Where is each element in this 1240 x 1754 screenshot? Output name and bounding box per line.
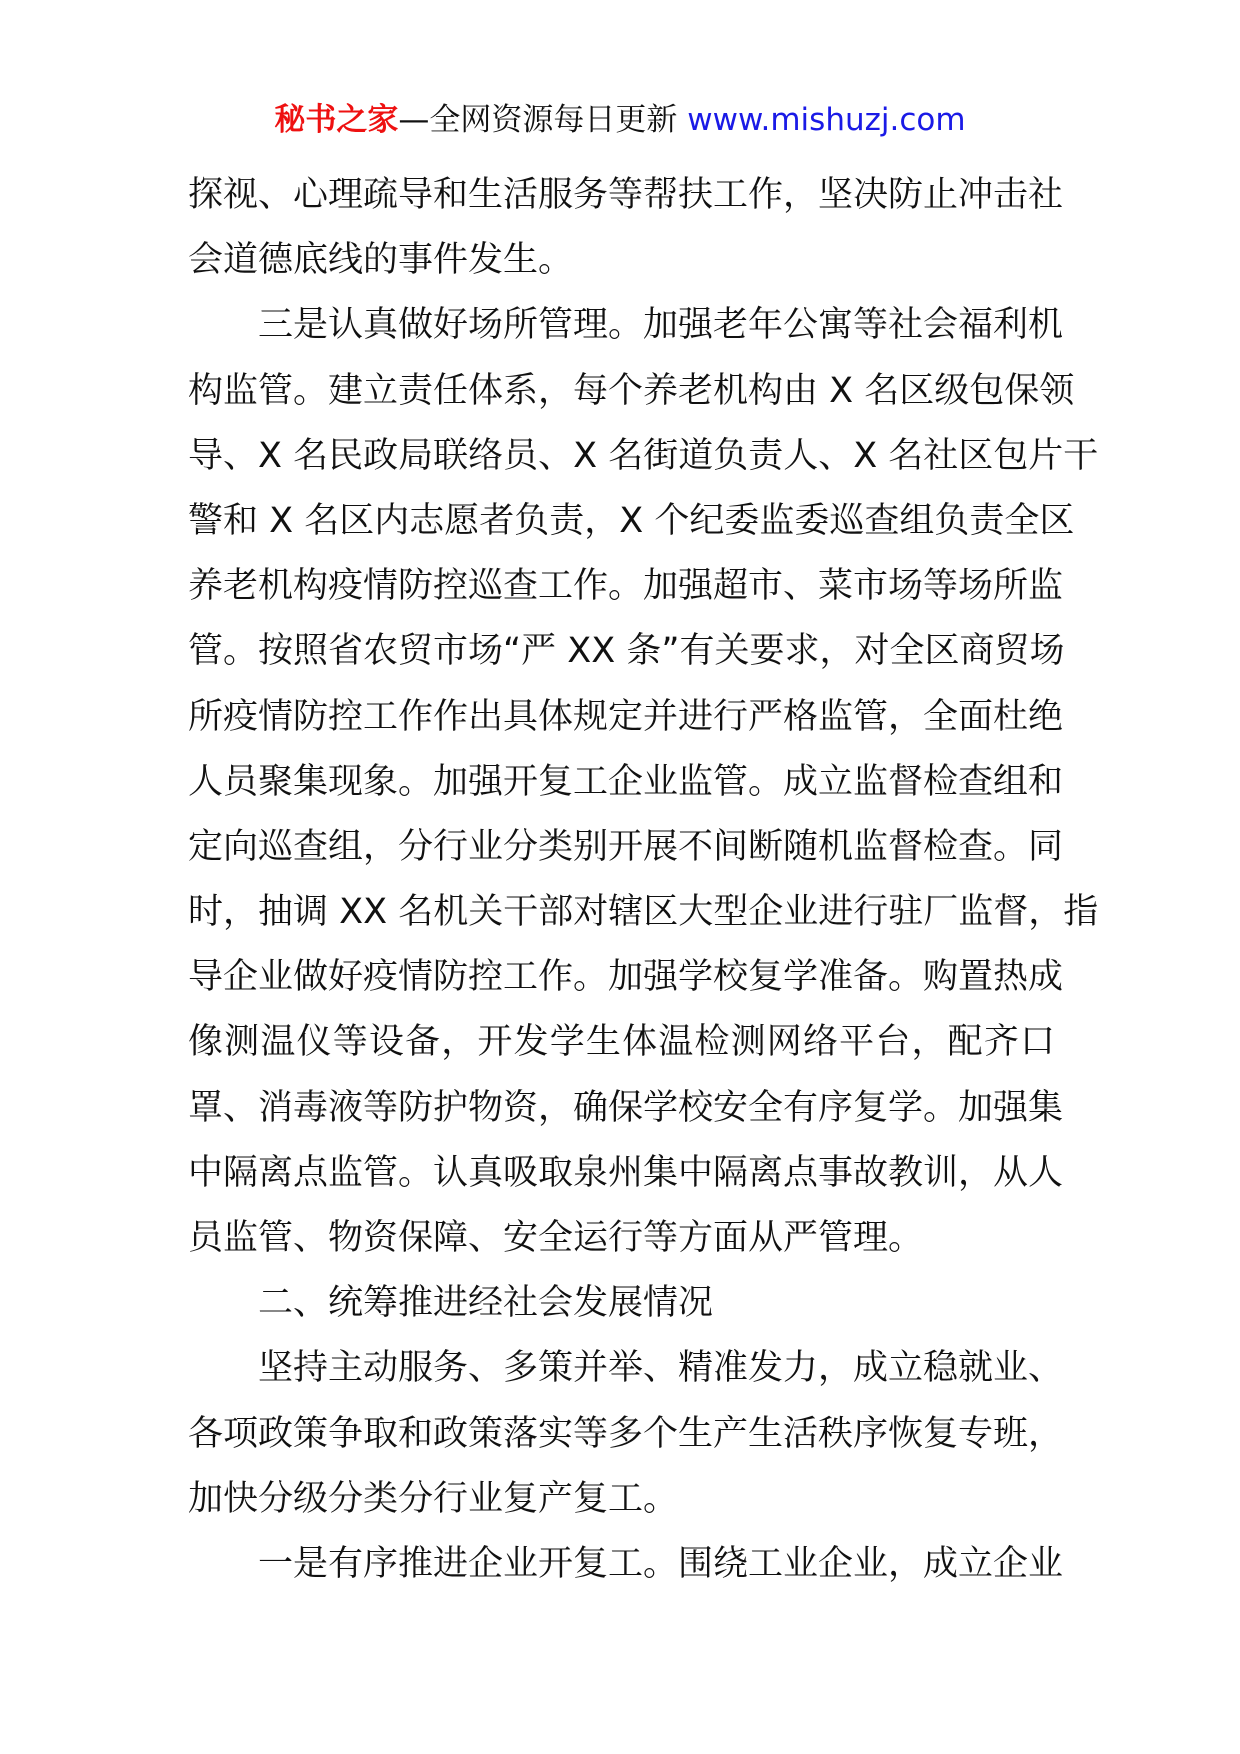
text-line: 加快分级分类分行业复产复工。 [188,1478,679,1519]
text-line: 像测温仪等设备，开发学生体温检测网络平台，配齐口 [188,1022,1055,1063]
text-line: 会道德底线的事件发生。 [188,240,574,281]
site-url-link[interactable]: www.mishuzj.com [687,102,966,138]
text-line: 管。按照省农贸市场“严 XX 条”有关要求，对全区商贸场 [188,631,1065,672]
text-line: 定向巡查组，分行业分类别开展不间断随机监督检查。同 [188,826,1064,867]
text-line: 人员聚集现象。加强开复工企业监管。成立监督检查组和 [188,761,1064,802]
section-heading: 二、统筹推进经社会发展情况 [258,1283,714,1324]
text-line: 罩、消毒液等防护物资，确保学校安全有序复学。加强集 [188,1087,1064,1128]
text-line: 中隔离点监管。认真吸取泉州集中隔离点事故教训，从人 [188,1152,1064,1193]
paragraph-start-line: 坚持主动服务、多策并举、精准发力，成立稳就业、 [258,1348,1064,1389]
text-line: 各项政策争取和政策落实等多个生产生活秩序恢复专班， [188,1413,1064,1454]
document-body [188,163,1099,1597]
text-line: 探视、心理疏导和生活服务等帮扶工作，坚决防止冲击社 [188,175,1064,215]
paragraph-start-line: 一是有序推进企业开复工。围绕工业企业，成立企业 [258,1543,1064,1584]
paragraph-start-line: 三是认真做好场所管理。加强老年公寓等社会福利机 [258,305,1064,346]
text-line: 导企业做好疫情防控工作。加强学校复学准备。购置热成 [188,957,1064,998]
brand-name: 秘书之家 [274,102,399,138]
text-line: 时，抽调 XX 名机关干部对辖区大型企业进行驻厂监督，指 [188,892,1099,933]
site-header [0,100,1240,140]
text-line: 构监管。建立责任体系，每个养老机构由 X 名区级包保领 [188,370,1075,411]
text-line: 导、X 名民政局联络员、X 名街道负责人、X 名社区包片干 [188,435,1099,476]
text-line: 所疫情防控工作作出具体规定并进行严格监管，全面杜绝 [188,696,1064,737]
text-line: 员监管、物资保障、安全运行等方面从严管理。 [188,1218,924,1258]
header-tagline: —全网资源每日更新 [398,102,688,138]
text-line: 养老机构疫情防控巡查工作。加强超市、菜市场等场所监 [188,566,1064,607]
text-line: 警和 X 名区内志愿者负责，X 个纪委监委巡查组负责全区 [188,500,1075,541]
